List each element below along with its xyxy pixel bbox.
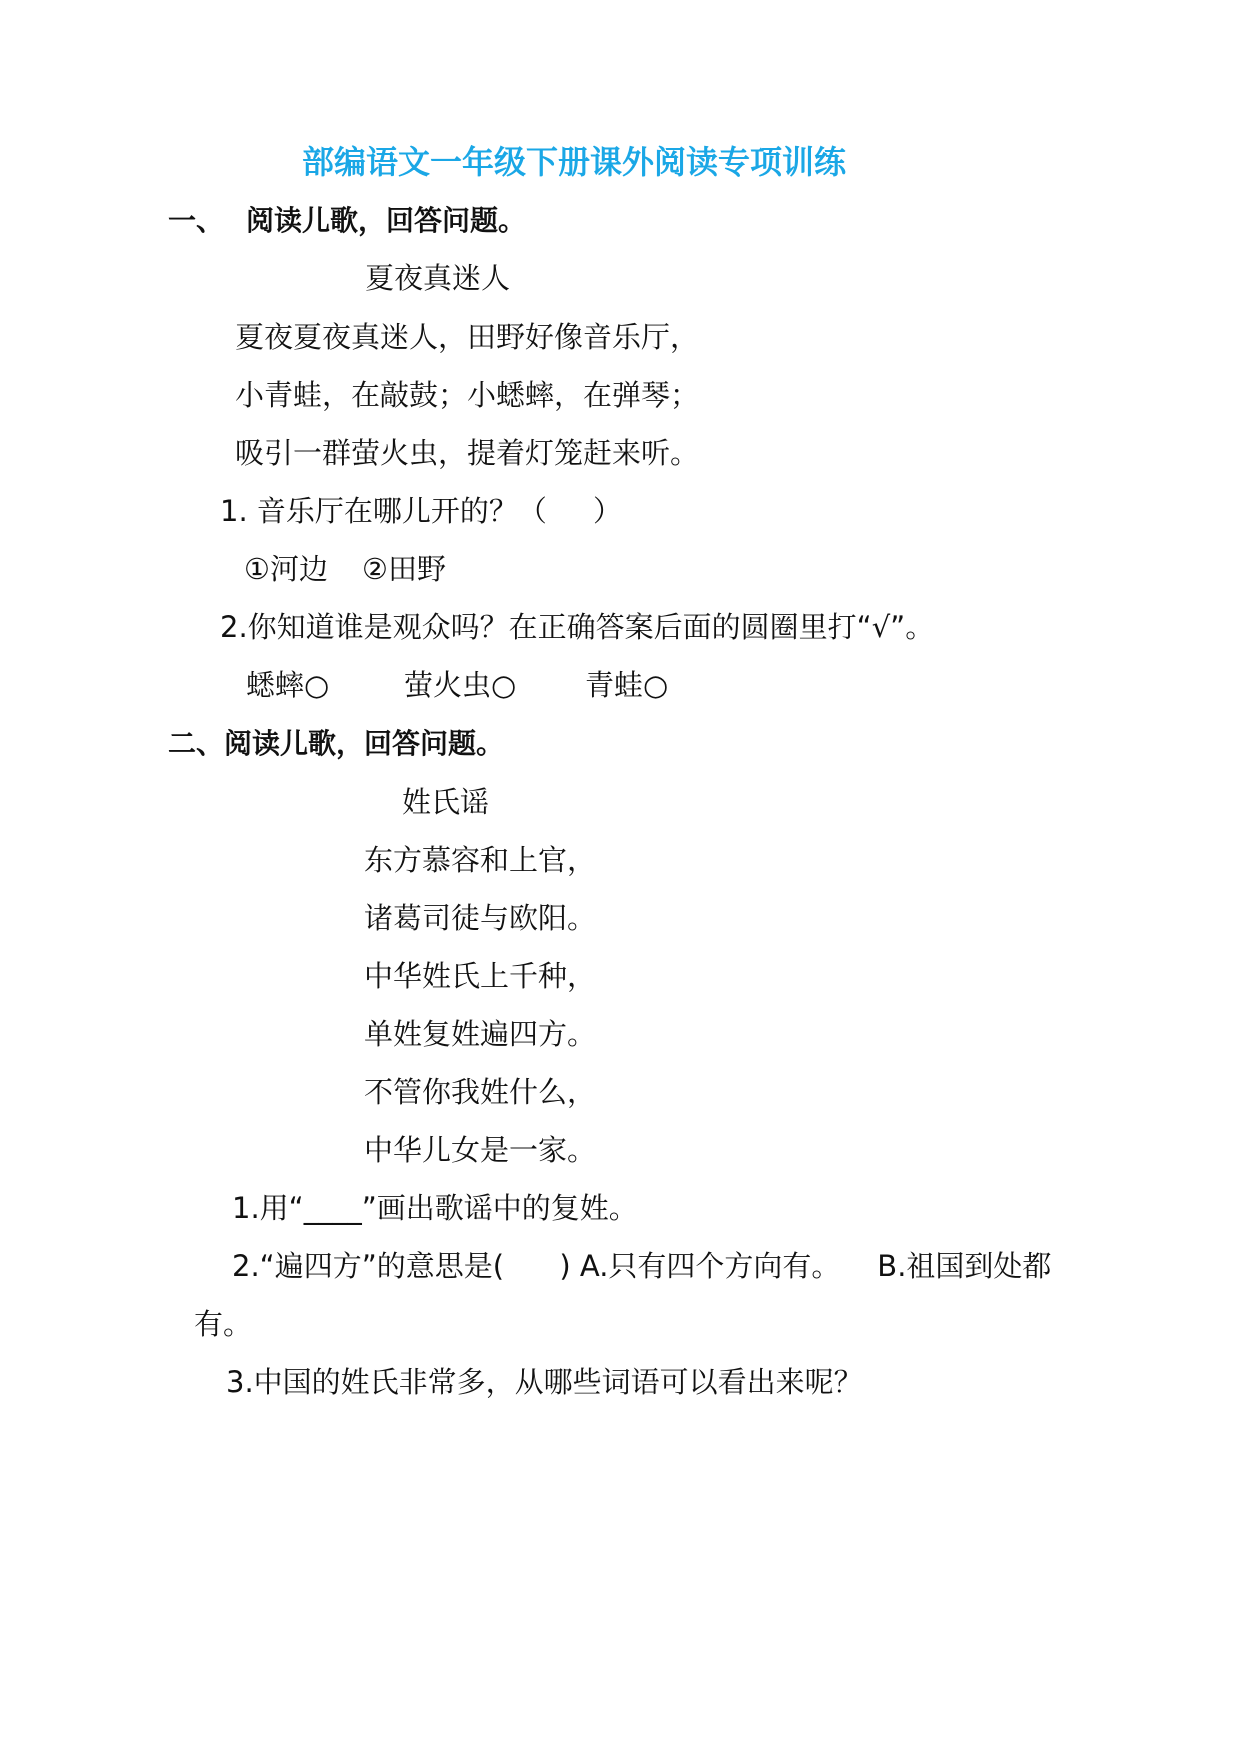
s2-question-2-cont: 有。	[194, 1307, 253, 1341]
s2-question-3: 3.中国的姓氏非常多，从哪些词语可以看出来呢？	[226, 1365, 863, 1399]
poem1-line-2: 小青蛙，在敲鼓；小蟋蟀，在弹琴；	[235, 378, 700, 412]
poem2-title: 姓氏谣	[402, 785, 490, 819]
poem2-line-1: 东方慕容和上官，	[364, 843, 597, 877]
poem2-line-5: 不管你我姓什么，	[364, 1075, 597, 1109]
poem1-line-1: 夏夜夏夜真迷人，田野好像音乐厅，	[235, 320, 700, 354]
s2-question-2: 2.“遍四方”的意思是( ) A.只有四个方向有。 B.祖国到处都	[232, 1249, 1052, 1283]
poem1-line-3: 吸引一群萤火虫，提着灯笼赶来听。	[235, 436, 700, 470]
s1-q1-option-a: ①河边	[244, 552, 328, 586]
poem2-line-4: 单姓复姓遍四方。	[364, 1017, 597, 1051]
poem2-line-6: 中华儿女是一家。	[364, 1133, 597, 1167]
section2-heading: 二、阅读儿歌，回答问题。	[168, 727, 505, 760]
s1-q1-option-b: ②田野	[362, 552, 446, 586]
s1-question-2: 2.你知道谁是观众吗？在正确答案后面的圆圈里打“√”。	[220, 610, 935, 644]
poem2-line-2: 诸葛司徒与欧阳。	[364, 901, 597, 935]
s1-question-1: 1. 音乐厅在哪儿开的？（ ）	[220, 494, 622, 528]
s1-q2-option-frog: 青蛙○	[585, 668, 669, 702]
section1-number: 一、	[168, 204, 225, 237]
poem1-title: 夏夜真迷人	[365, 261, 511, 295]
page-title: 部编语文一年级下册课外阅读专项训练	[302, 143, 847, 181]
poem2-line-3: 中华姓氏上千种，	[364, 959, 597, 993]
s1-q2-option-firefly: 萤火虫○	[404, 668, 517, 702]
section1-heading: 阅读儿歌，回答问题。	[246, 204, 527, 237]
s1-q2-option-cricket: 蟋蟀○	[246, 668, 330, 702]
s2-question-1: 1.用“____”画出歌谣中的复姓。	[232, 1191, 638, 1225]
